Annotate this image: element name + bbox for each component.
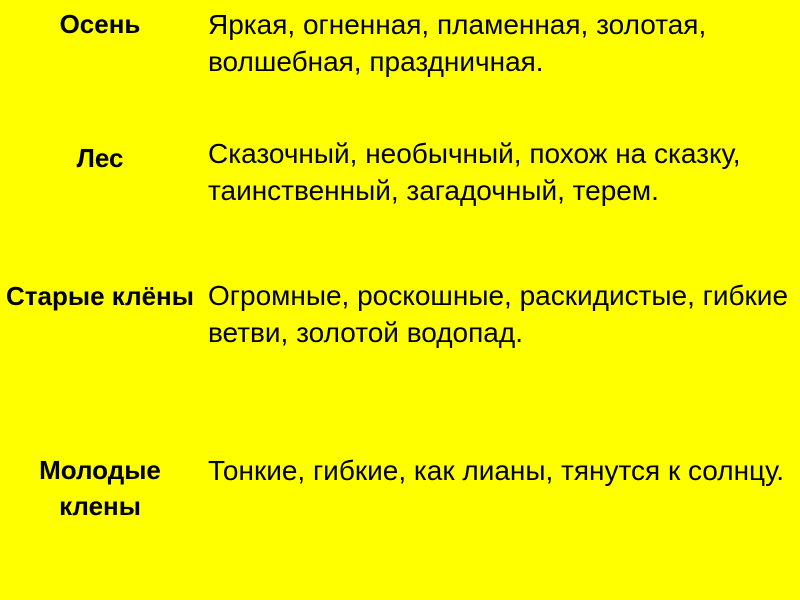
row-term: Молодые клены xyxy=(39,455,161,521)
table-row-old-maples xyxy=(0,260,800,435)
row-description: Яркая, огненная, пламенная, золотая, волшебная, праздничная. xyxy=(208,9,707,77)
table-row-young-maples xyxy=(0,435,800,600)
row-description: Огромные, роскошные, раскидистые, гибкие ветви, золотой водопад. xyxy=(208,280,789,348)
table-row-forest xyxy=(0,120,800,260)
table-row-autumn xyxy=(0,0,800,120)
row-term: Старые клёны xyxy=(6,281,194,311)
row-term: Осень xyxy=(59,9,141,39)
row-description: Тонкие, гибкие, как лианы, тянутся к солнцу. xyxy=(208,455,785,486)
row-description: Сказочный, необычный, похож на сказку, таинственный, загадочный, терем. xyxy=(208,138,741,206)
row-term: Лес xyxy=(76,143,124,173)
